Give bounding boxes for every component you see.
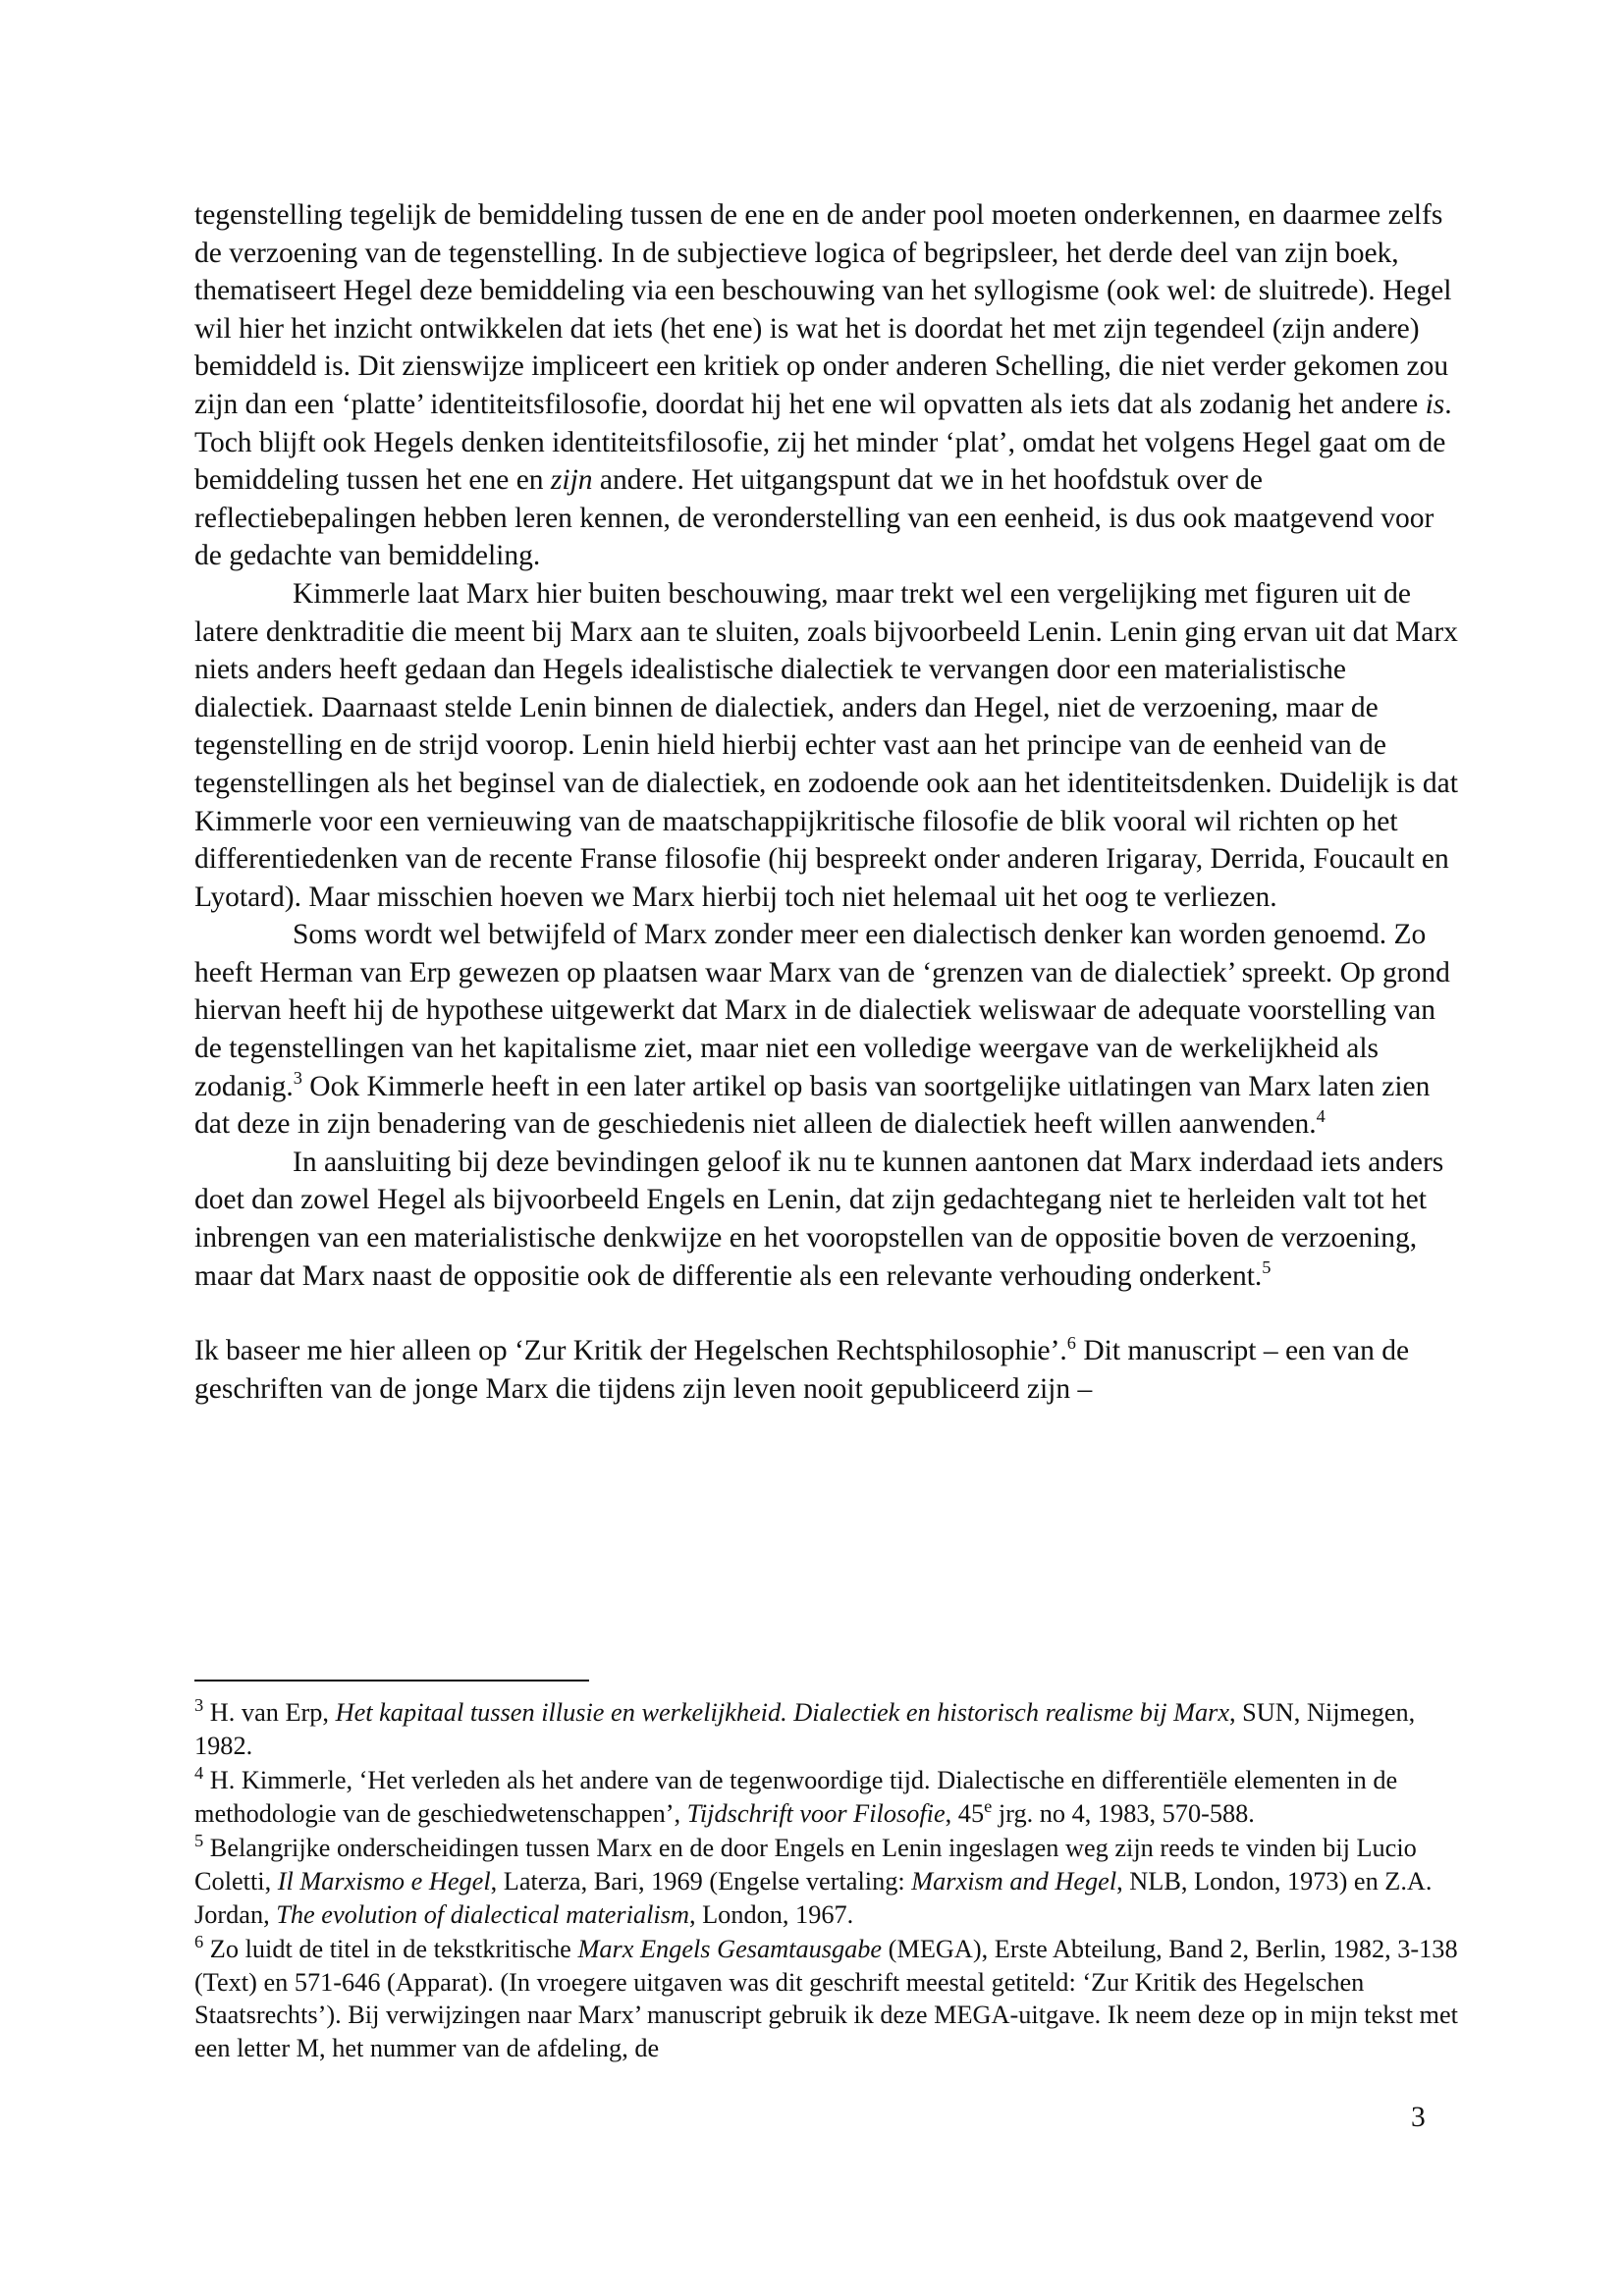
emphasis-is: is bbox=[1425, 388, 1445, 420]
footnote-6: $^6$ Zo luidt de titel in de tekstkritische Marx Engels Gesamtausgabe (MEGA), Erste Abteilung, Band 2, Berlin, 1982, 3-138 (Text) en 571-646 (Apparat). (In vroegere uitgaven was dit geschrift meestal getiteld: ‘Zur Kritik des Hegelschen Staatsrechts’). Bij verwijzingen naar Marx’ manuscript gebruik ik deze MEGA-uitgave. Ik neem deze op in mijn tekst met een letter M, het nummer van de afdeling, de bbox=[194, 1932, 1458, 2062]
paragraph-1: tegenstelling tegelijk de bemiddeling tussen de ene en de ander pool moeten onderkennen, en daarmee zelfs de verzoening van de tegenstelling. In de subjectieve logica of begripsleer, het derde deel van zijn boek, thematiseert Hegel deze bemiddeling via een beschouwing van het syllogisme (ook wel: de sluitrede). Hegel wil hier het inzicht ontwikkelen dat iets (het ene) is wat het is doordat het met zijn tegendeel (zijn andere) bemiddeld is. Dit zienswijze impliceert een kritiek op onder anderen Schelling, die niet verder gekomen zou zijn dan een ‘platte’ identiteitsfilosofie, doordat hij het ene wil opvatten als iets dat als zodanig het andere is. Toch blijft ook Hegels denken identiteitsfilosofie, zij het minder ‘plat’, omdat het volgens Hegel gaat om de bemiddeling tussen het ene en zijn andere. Het uitgangspunt dat we in het hoofdstuk over de reflectiebepalingen hebben leren kennen, de veronderstelling van een eenheid, is dus ook maatgevend voor de gedachte van bemiddeling. bbox=[194, 199, 1452, 572]
page-number: 3 bbox=[1411, 2102, 1426, 2133]
paragraph-5: Ik baseer me hier alleen op ‘Zur Kritik der Hegelschen Rechtsphilosophie’.$^6$ Dit manuscript – een van de geschriften van de jonge Marx die tijdens zijn leven nooit gepubliceerd zijn – bbox=[194, 1333, 1410, 1405]
emphasis-zijn: zijn bbox=[550, 464, 593, 497]
footnote-separator bbox=[194, 1680, 589, 1682]
footnote-ref-4[interactable]: 4 bbox=[1316, 1106, 1326, 1127]
main-text bbox=[194, 196, 1463, 1408]
footnote-3: $^3$ H. van Erp, Het kapitaal tussen illusie en werkelijkheid. Dialectiek en historisch realisme bij Marx, SUN, Nijmegen, 1982. bbox=[194, 1694, 1416, 1760]
paragraph-4: In aansluiting bij deze bevindingen geloof ik nu te kunnen aantonen dat Marx inderdaad iets anders doet dan zowel Hegel als bijvoorbeeld Engels en Lenin, dat zijn gedachtegang niet te herleiden valt tot het inbrengen van een materialistische denkwijze en het vooropstellen van de oppositie boven de verzoening, maar dat Marx naast de oppositie ook de differentie als een relevante verhouding onderkent.$^5$ bbox=[194, 1146, 1444, 1292]
footnote-ref-5[interactable]: 5 bbox=[1262, 1257, 1272, 1278]
paragraph-3: Soms wordt wel betwijfeld of Marx zonder meer een dialectisch denker kan worden genoemd. Zo heeft Herman van Erp gewezen op plaatsen waar Marx van de ‘grenzen van de dialectiek’ spreekt. Op grond hiervan heeft hij de hypothese uitgewerkt dat Marx in de dialectiek weliswaar de adequate voorstelling van de tegenstellingen van het kapitalisme ziet, maar niet een volledige weergave van de werkelijkheid als zodanig.$^3$ Ook Kimmerle heeft in een later artikel op basis van soortgelijke uitlatingen van Marx laten zien dat deze in zijn benadering van de geschiedenis niet alleen de dialectiek heeft willen aanwenden.$^4$ bbox=[194, 919, 1450, 1141]
footnote-ref-6[interactable]: 6 bbox=[1066, 1333, 1076, 1354]
footnotes bbox=[194, 1696, 1463, 2067]
footnote-ref-3[interactable]: 3 bbox=[293, 1068, 302, 1089]
footnote-4: $^4$ H. Kimmerle, ‘Het verleden als het andere van de tegenwoordige tijd. Dialectische en differentiële elementen in de methodologie van de geschiedwetenschappen’, Tijdschrift voor Filosofie, 45e jrg. no 4, 1983, 570-588. bbox=[194, 1763, 1398, 1828]
footnote-5: $^5$ Belangrijke onderscheidingen tussen Marx en de door Engels en Lenin ingeslagen weg zijn reeds te vinden bij Lucio Coletti, Il Marxismo e Hegel, Laterza, Bari, 1969 (Engelse vertaling: Marxism and Hegel, NLB, London, 1973) en Z.A. Jordan, The evolution of dialectical materialism, London, 1967. bbox=[194, 1831, 1433, 1929]
paragraph-2: Kimmerle laat Marx hier buiten beschouwing, maar trekt wel een vergelijking met figuren uit de latere denktraditie die meent bij Marx aan te sluiten, zoals bijvoorbeeld Lenin. Lenin ging ervan uit dat Marx niets anders heeft gedaan dan Hegels idealistische dialectiek te vervangen door een materialistische dialectiek. Daarnaast stelde Lenin binnen de dialectiek, anders dan Hegel, niet de verzoening, maar de tegenstelling en de strijd voorop. Lenin hield hierbij echter vast aan het principe van de eenheid van de tegenstellingen als het beginsel van de dialectiek, en zodoende ook aan het identiteitsdenken. Duidelijk is dat Kimmerle voor een vernieuwing van de maatschappijkritische filosofie de blik vooral wil richten op het differentiedenken van de recente Franse filosofie (hij bespreekt onder anderen Irigaray, Derrida, Foucault en Lyotard). Maar misschien hoeven we Marx hierbij toch niet helemaal uit het oog te verliezen. bbox=[194, 577, 1458, 913]
